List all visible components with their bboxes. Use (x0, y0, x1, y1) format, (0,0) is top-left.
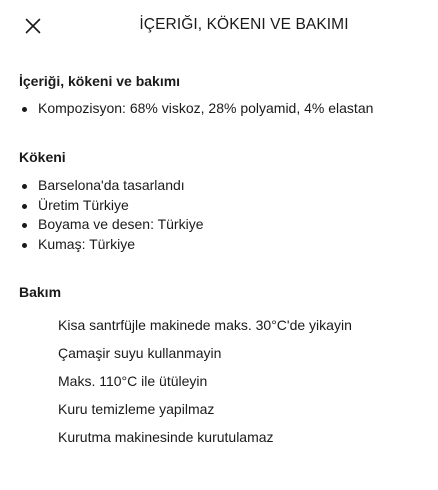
care-item: Çamaşir suyu kullanmayin (58, 345, 222, 361)
origin-list (19, 176, 204, 254)
list-item: Boyama ve desen: Türkiye (19, 215, 204, 235)
care-item: Maks. 110°C ile ütüleyin (58, 373, 208, 389)
care-item: Kurutma makinesinde kurutulamaz (58, 429, 274, 445)
care-item: Kisa santrfüjle makinede maks. 30°C'de yikayin (58, 317, 352, 333)
composition-list (19, 99, 373, 119)
list-item: Üretim Türkiye (19, 196, 204, 216)
page-title: İÇERIĞI, KÖKENI VE BAKIMI (139, 16, 349, 33)
composition-title: İçeriği, kökeni ve bakımı (19, 73, 181, 89)
close-icon (25, 18, 41, 34)
care-item: Kuru temizleme yapilmaz (58, 401, 215, 417)
close-button[interactable] (22, 15, 44, 37)
list-item: Kompozisyon: 68% viskoz, 28% polyamid, 4% elastan (19, 99, 373, 119)
modal-header (0, 0, 438, 54)
origin-title: Kökeni (19, 149, 66, 165)
list-item: Kumaş: Türkiye (19, 235, 204, 255)
care-title: Bakım (19, 284, 62, 300)
care-list (58, 316, 352, 456)
list-item: Barselona'da tasarlandı (19, 176, 204, 196)
